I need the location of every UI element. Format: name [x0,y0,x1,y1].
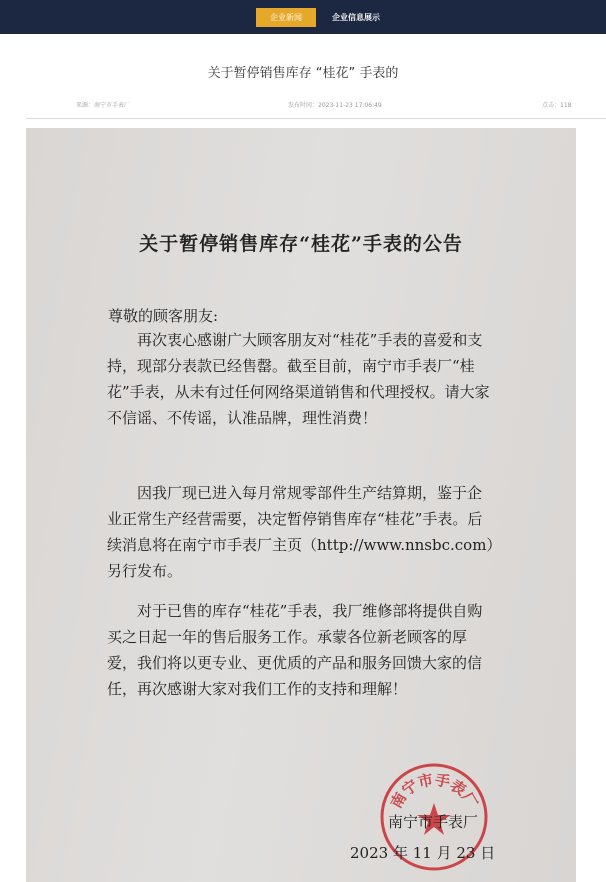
document-greeting: 尊敬的顾客朋友: [108,307,219,325]
top-navigation-bar [0,0,606,34]
document-heading: 关于暂停销售库存“桂花”手表的公告 [139,233,463,255]
article-title: 关于暂停销售库存 “桂花” 手表的 [207,66,399,81]
nav-tabs [256,8,394,27]
divider [26,118,606,119]
document-paragraph: 对于已售的库存“桂花”手表，我厂维修部将提供自购买之日起一年的售后服务工作。承蒙各位新老顾客的厚爱，我们将以更专业、更优质的产品和服务回馈大家的信任，再次感谢大家对我们工作的支持和理解！ [107,602,483,698]
seal-text: 南宁市手表厂 [386,770,482,812]
tab-enterprise-news[interactable]: 企业新闻 [256,8,316,27]
document-signature: 南宁市手表厂 [388,813,479,831]
document-paragraph: 因我厂现已进入每月常规零部件生产结算期，鉴于企业正常生产经营需要，决定暂停销售库存“桂花”手表。后续消息将在南宁市手表厂主页（http://www.nnsbc.com）另行发布。 [107,484,494,580]
document-date: 2023 年 11 月 23 日 [350,844,496,862]
announcement-document-image [26,128,576,882]
article-publish-time: 发布时间：2023-11-23 17:06:49 [288,102,382,109]
tab-enterprise-info[interactable]: 企业信息展示 [332,13,380,22]
article-click-count: 点击：118 [542,102,572,109]
document-paragraph: 再次衷心感谢广大顾客朋友对“桂花”手表的喜爱和支持，现部分表款已经售罄。截至目前，南宁市手表厂“桂花”手表，从未有过任何网络渠道销售和代理授权。请大家不信谣、不传谣，认准品牌，理性消费！ [107,331,490,427]
article-source: 来源：南宁市手表厂 [76,102,131,109]
